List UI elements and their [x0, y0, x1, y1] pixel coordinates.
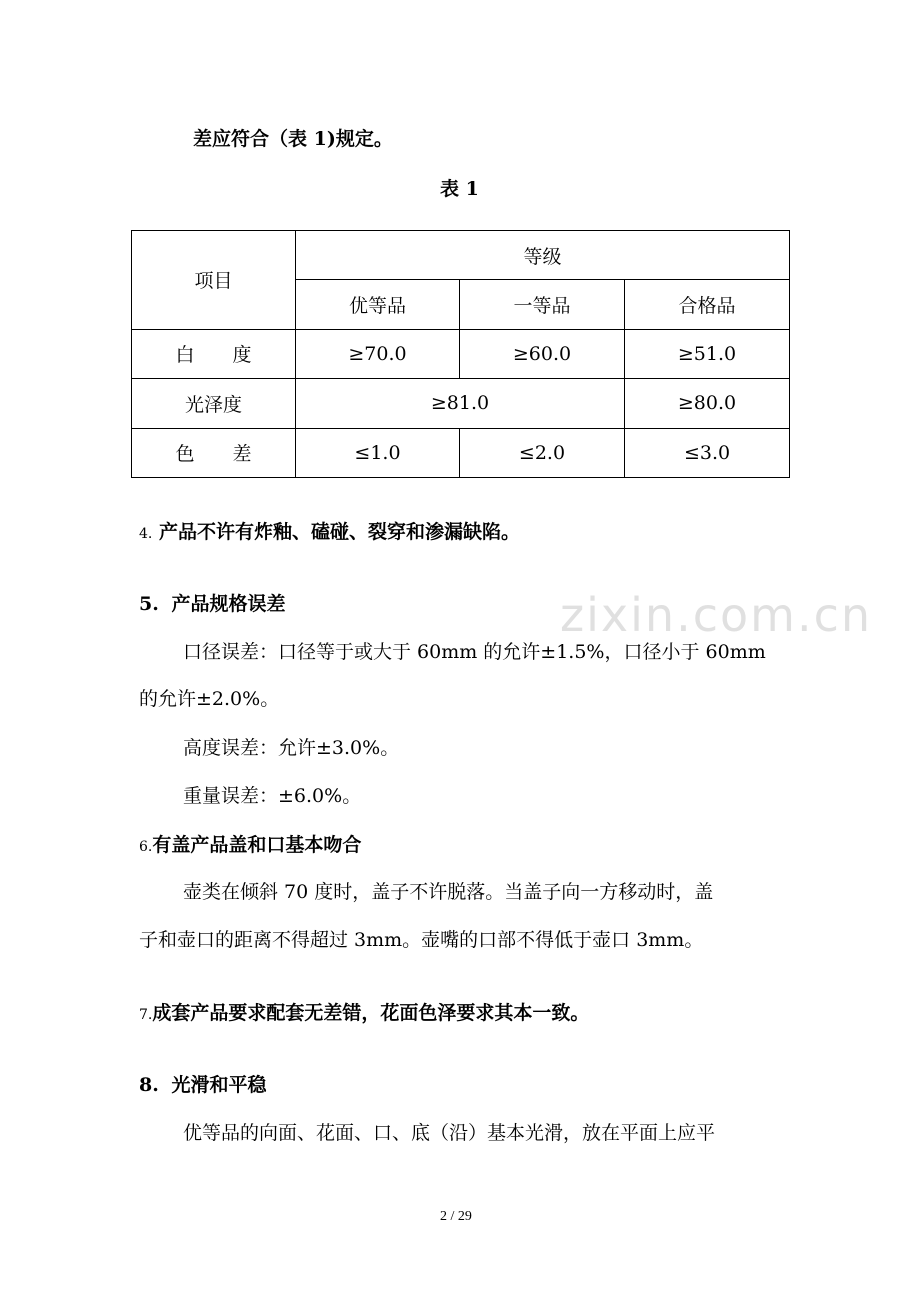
- table-row: [132, 428, 790, 477]
- spec-table: [131, 230, 790, 478]
- section-6-number: 6.: [139, 839, 153, 855]
- cell-value: ≥70.0: [296, 329, 460, 378]
- section-8-title: 光滑和平稳: [171, 1074, 267, 1096]
- row-label-whiteness: 白 度: [132, 329, 296, 378]
- header-item-cell: 项目: [132, 231, 296, 330]
- header-grade-cell: 等级: [296, 231, 790, 280]
- section-8-number: 8.: [139, 1074, 159, 1096]
- cell-value: ≤3.0: [625, 428, 790, 477]
- section-7-heading: [139, 998, 589, 1025]
- intro-line: 差应符合（表 1)规定。: [193, 128, 393, 150]
- section-5-para-3: 重量误差：±6.0%。: [183, 785, 362, 807]
- grade-qualified: 合格品: [625, 280, 790, 329]
- cell-value: ≥81.0: [296, 379, 625, 428]
- section-5-para-1-line-1: 口径误差：口径等于或大于 60mm 的允许±1.5%，口径小于 60mm: [183, 641, 766, 663]
- page-number: 2: [440, 1209, 447, 1224]
- section-4-heading: [139, 517, 520, 544]
- watermark: zixin.com.cn: [560, 588, 873, 642]
- section-8-heading: [139, 1070, 266, 1097]
- cell-value: ≥51.0: [625, 329, 790, 378]
- section-4-text: 产品不许有炸釉、磕碰、裂穿和渗漏缺陷。: [158, 521, 520, 543]
- table-title: 表 1: [440, 178, 479, 200]
- cell-value: ≤1.0: [296, 428, 460, 477]
- grade-first: 一等品: [460, 280, 625, 329]
- page-footer: [440, 1209, 472, 1225]
- table-row: [132, 329, 790, 378]
- section-7-number: 7.: [139, 1007, 153, 1023]
- cell-value: ≥60.0: [460, 329, 625, 378]
- section-4-number: 4.: [139, 526, 153, 542]
- section-5-number: 5.: [139, 593, 159, 615]
- section-6-title: 有盖产品盖和口基本吻合: [152, 834, 362, 856]
- row-label-color-diff: 色 差: [132, 428, 296, 477]
- table-row: [132, 379, 790, 428]
- section-5-para-1-line-2: 的允许±2.0%。: [139, 688, 280, 710]
- grade-premium: 优等品: [296, 280, 460, 329]
- cell-value: ≤2.0: [460, 428, 625, 477]
- section-7-text: 成套产品要求配套无差错，花面色泽要求其本一致。: [152, 1002, 590, 1024]
- page-total: 29: [457, 1209, 472, 1224]
- section-5-title: 产品规格误差: [171, 593, 286, 615]
- section-5-para-2: 高度误差：允许±3.0%。: [183, 737, 400, 759]
- cell-value: ≥80.0: [625, 379, 790, 428]
- section-8-para-line-1: 优等品的向面、花面、口、底（沿）基本光滑，放在平面上应平: [183, 1122, 716, 1144]
- row-label-gloss: 光泽度: [132, 379, 296, 428]
- section-6-para-line-1: 壶类在倾斜 70 度时，盖子不许脱落。当盖子向一方移动时，盖: [183, 881, 714, 903]
- page-separator: /: [450, 1209, 455, 1224]
- table-header-row: [132, 231, 790, 280]
- section-6-heading: [139, 830, 361, 857]
- section-6-para-line-2: 子和壶口的距离不得超过 3mm。壶嘴的口部不得低于壶口 3mm。: [139, 929, 704, 951]
- section-5-heading: [139, 589, 285, 616]
